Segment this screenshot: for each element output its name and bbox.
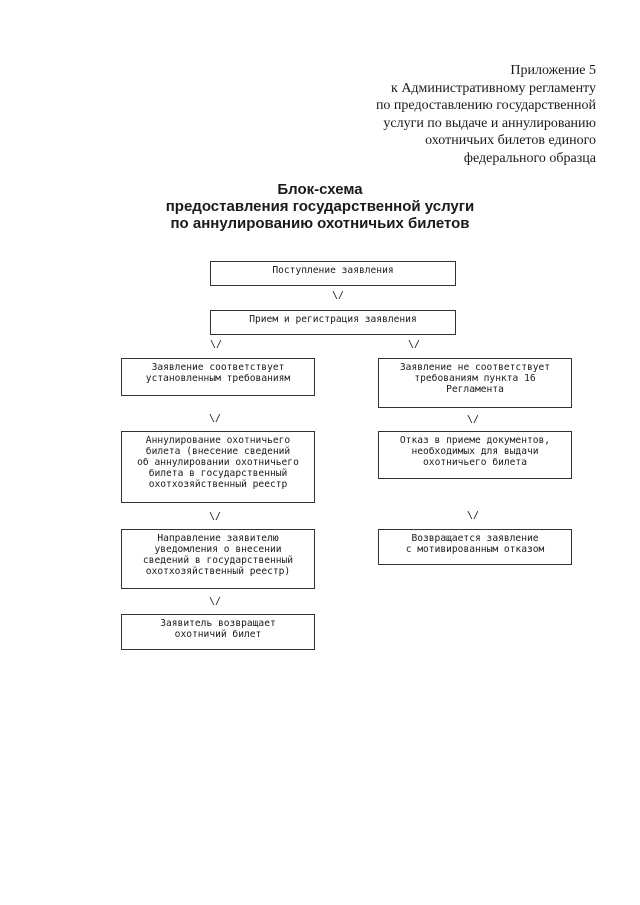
arrow-down: \/ [467,510,480,521]
title-line: предоставления государственной услуги [165,198,475,215]
appendix-line: охотничьих билетов единого [425,133,596,149]
arrow-down: \/ [210,339,223,350]
box-line: билета (внесение сведений [145,446,291,457]
box-line: Заявление соответствует [151,362,285,373]
arrow-down: \/ [408,339,421,350]
box-line: Регламента [446,384,504,395]
box-line: Поступление заявления [272,265,394,276]
box-line: необходимых для выдачи [411,446,539,457]
box-notice [121,529,315,589]
box-not-complies [378,358,572,408]
arrow-down: \/ [332,290,345,301]
box-refusal [378,431,572,479]
box-line: Возвращается заявление [411,533,539,544]
appendix-line: федерального образца [463,150,596,166]
box-line: требованиям пункта 16 [414,373,536,384]
title-line: Блок-схема [277,181,363,198]
title-line: по аннулированию охотничьих билетов [170,215,470,232]
box-line: охотничьего билета [423,457,527,468]
box-line: сведений в государственный [142,555,294,566]
box-line: Заявитель возвращает [160,618,276,629]
box-line: охотхозяйственный реестр [148,479,288,490]
box-line: Направление заявителю [157,533,279,544]
appendix-line: к Административному регламенту [391,80,596,96]
appendix-line: по предоставлению государственной [375,98,596,114]
box-line: Отказ в приеме документов, [399,435,551,446]
box-returned-with-refusal [378,529,572,565]
arrow-down: \/ [467,414,480,425]
box-line: билета в государственный [148,468,288,479]
appendix-line: Приложение 5 [510,63,596,78]
box-line: Заявление не соответствует [399,362,551,373]
appendix-line: услуги по выдаче и аннулированию [383,115,596,131]
box-line: уведомления о внесении [154,544,282,555]
box-line: Аннулирование охотничьего [145,435,291,446]
arrow-down: \/ [209,511,222,522]
box-line: об аннулировании охотничьего [137,457,299,468]
box-line: охотничий билет [174,629,262,640]
box-complies [121,358,315,396]
box-line: охотхозяйственный реестр) [145,566,291,577]
arrow-down: \/ [209,413,222,424]
box-line: установленным требованиям [145,373,291,384]
box-line: с мотивированным отказом [405,544,545,555]
box-receipt [210,261,456,286]
box-line: Прием и регистрация заявления [249,314,417,325]
box-cancellation [121,431,315,503]
box-returns-ticket [121,614,315,650]
appendix-header [376,62,596,168]
document-title [0,181,640,232]
box-registration [210,310,456,335]
arrow-down: \/ [209,596,222,607]
